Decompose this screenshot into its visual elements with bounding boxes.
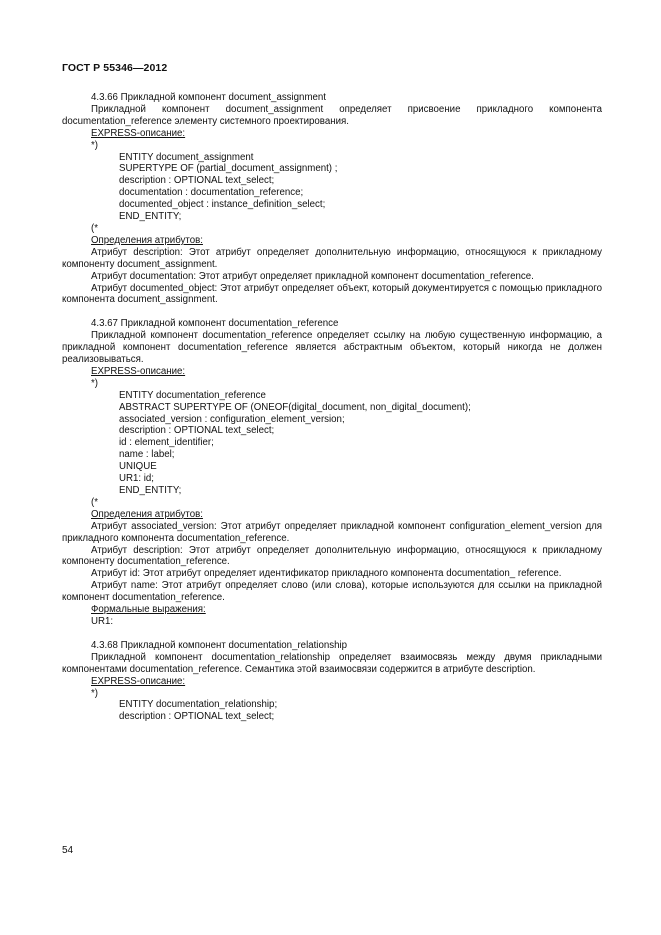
comment-open: *) [91, 687, 98, 699]
section-intro: Прикладной компонент documentation_relationship определяет взаимосвязь между двумя прикладными компонентами documentation_reference. Семантика этой взаимосвязи содержится в атрибуте description. [62, 651, 602, 675]
code-line: id : element_identifier; [119, 437, 214, 449]
code-line: ENTITY documentation_relationship; [119, 699, 278, 711]
attributes-label: Определения атрибутов: [91, 508, 203, 520]
section-intro: Прикладной компонент document_assignment определяет присвоение прикладного компонента documentation_reference элементу системного проектирования. [62, 103, 602, 127]
code-line: ENTITY document_assignment [119, 151, 254, 163]
express-label: EXPRESS-описание: [91, 675, 186, 687]
code-line: ABSTRACT SUPERTYPE OF (ONEOF(digital_document, non_digital_document); [119, 401, 471, 413]
page-content [62, 92, 602, 723]
code-line: UNIQUE [119, 461, 157, 473]
document-header: ГОСТ Р 55346—2012 [62, 62, 168, 74]
comment-close: (* [91, 222, 98, 234]
attribute-definition: Атрибут associated_version: Этот атрибут определяет прикладной компонент configuration_element_version для прикладного компонента documentation_reference. [62, 520, 602, 544]
section-heading: 4.3.68 Прикладной компонент documentation_relationship [91, 639, 347, 651]
attribute-definition: Атрибут name: Этот атрибут определяет слово (или слова), которые используются для ссылки на прикладной компонент documentation_reference. [62, 580, 602, 604]
formal-expressions-label: Формальные выражения: [91, 604, 206, 616]
page-number: 54 [62, 845, 74, 856]
comment-open: *) [91, 377, 98, 389]
code-line: SUPERTYPE OF (partial_document_assignment) ; [119, 163, 338, 175]
section-intro: Прикладной компонент documentation_reference определяет ссылку на любую существенную информацию, а прикладной компонент documentation_reference является абстрактным объектом, который никогда не должен реализовываться. [62, 330, 602, 366]
code-line: UR1: id; [119, 473, 154, 485]
code-line: documented_object : instance_definition_select; [119, 199, 326, 211]
code-line: END_ENTITY; [119, 485, 182, 496]
express-label: EXPRESS-описание: [91, 127, 186, 139]
code-line: END_ENTITY; [119, 211, 182, 223]
attribute-definition: Атрибут description: Этот атрибут определяет дополнительную информацию, относящуюся к прикладному компоненту documentation_reference. [62, 544, 602, 568]
comment-open: *) [91, 139, 98, 151]
code-line: description : OPTIONAL text_select; [119, 175, 275, 187]
formal-expression-value: UR1: [91, 615, 114, 627]
code-line: ENTITY documentation_reference [119, 389, 266, 401]
attributes-label: Определения атрибутов: [91, 234, 203, 246]
code-line: name : label; [119, 449, 175, 461]
section-heading: 4.3.66 Прикладной компонент document_assignment [91, 92, 326, 103]
express-label: EXPRESS-описание: [91, 365, 186, 377]
attribute-definition: Атрибут documentation: Этот атрибут определяет прикладной компонент documentation_reference. [91, 270, 534, 282]
code-line: documentation : documentation_reference; [119, 187, 304, 199]
attribute-definition: Атрибут id: Этот атрибут определяет идентификатор прикладного компонента documentation_ reference. [91, 568, 562, 580]
code-line: description : OPTIONAL text_select; [119, 711, 275, 723]
code-line: associated_version : configuration_element_version; [119, 413, 345, 425]
comment-close: (* [91, 496, 98, 508]
attribute-definition: Атрибут description: Этот атрибут определяет дополнительную информацию, относящуюся к прикладному компоненту document_assignment. [62, 246, 602, 270]
code-line: description : OPTIONAL text_select; [119, 425, 275, 437]
section-heading: 4.3.67 Прикладной компонент documentation_reference [91, 318, 339, 330]
attribute-definition: Атрибут documented_object: Этот атрибут определяет объект, который документируется с помощью прикладного компонента document_assignment. [62, 282, 602, 306]
